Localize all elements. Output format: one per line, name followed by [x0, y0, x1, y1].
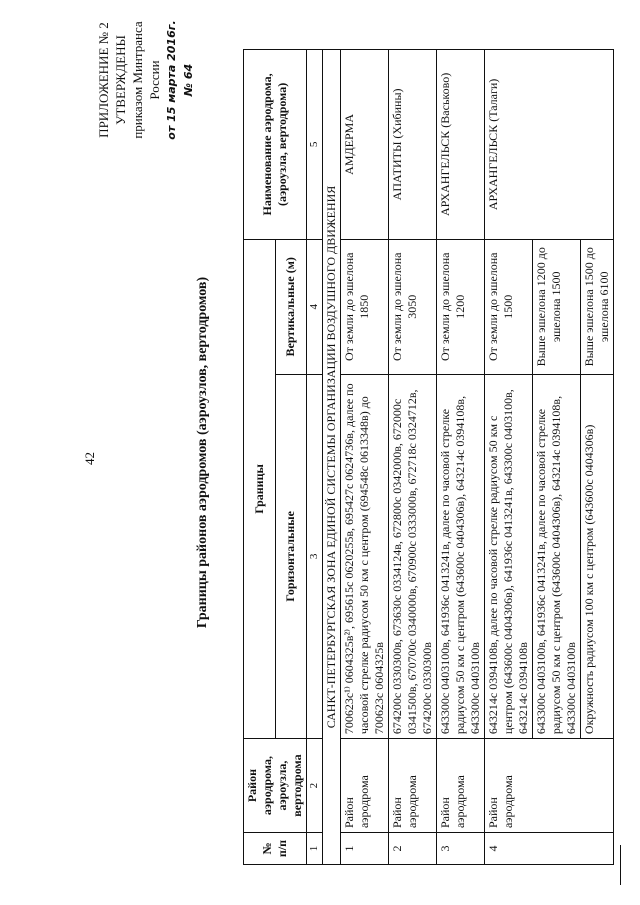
- row-num: 1: [341, 833, 389, 865]
- col-number: 3: [307, 374, 323, 738]
- row-name: АРХАНГЕЛЬСК (Талаги): [485, 50, 614, 240]
- appendix-block: [95, 15, 197, 145]
- header-area: Район аэродрома, аэроузла, вертодрома: [244, 739, 307, 833]
- row-horizontal: 643214с 0394108в, далее по часовой стрелке радиусом 50 км с центром (643600с 0404306в), 641936с 0413241в, 643300с 0403100в, 643214с 0394108в: [485, 374, 533, 738]
- table-row: [485, 50, 533, 865]
- row-vertical: Выше эшелона 1500 до эшелона 6100: [581, 239, 614, 374]
- header-num: № п/п: [244, 833, 307, 865]
- row-vertical: От земли до эшелона 1850: [341, 239, 389, 374]
- page-number: 42: [82, 452, 97, 465]
- row-vertical: От земли до эшелона 3050: [389, 239, 437, 374]
- table-row: [389, 50, 437, 865]
- row-vertical: От земли до эшелона 1200: [437, 239, 485, 374]
- row-area: Район аэродрома: [341, 739, 389, 833]
- col-number: 2: [307, 739, 323, 833]
- col-number: 4: [307, 239, 323, 374]
- row-horizontal: 700623с¹⁾ 0604325в²⁾, 695615с 0620255в, 695427с 0624736в, далее по часовой стрелке радиусом 50 км с центром (694548с 0613348в) до 700623с 0604325в: [341, 374, 389, 738]
- col-number: 5: [307, 50, 323, 240]
- footnote-divider: [620, 845, 621, 885]
- row-name: АПАТИТЫ (Хибины): [389, 50, 437, 240]
- row-area: Район аэродрома: [437, 739, 485, 833]
- column-number-row: [307, 50, 323, 865]
- row-area: Район аэродрома: [389, 739, 437, 833]
- document-title: Границы районов аэродромов (аэроузлов, вертодромов): [195, 276, 210, 629]
- col-number: 1: [307, 833, 323, 865]
- header-bounds: Границы: [244, 239, 276, 738]
- row-num: 2: [389, 833, 437, 865]
- row-num: 3: [437, 833, 485, 865]
- row-horizontal: Окружность радиусом 100 км с центром (643600с 0404306в): [581, 374, 614, 738]
- row-area: Район аэродрома: [485, 739, 614, 833]
- row-vertical: Выше эшелона 1200 до эшелона 1500: [533, 239, 581, 374]
- header-name: Наименование аэродрома, (аэроузла, вертодрома): [244, 50, 307, 240]
- row-horizontal: 643300с 0403100в, 641936с 0413241в, далее по часовой стрелке радиусом 50 км с центром (643600с 0404306в), 643214с 0394108в, 643300с 0403100в: [437, 374, 485, 738]
- boundaries-table: [243, 49, 614, 865]
- table-row: [437, 50, 485, 865]
- appendix-line3: приказом Минтранса России: [130, 21, 162, 139]
- row-name: АМДЕРМА: [341, 50, 389, 240]
- appendix-line1: ПРИЛОЖЕНИЕ № 2: [96, 22, 111, 138]
- row-num: 4: [485, 833, 614, 865]
- zone-row: [323, 50, 341, 865]
- table-row: [341, 50, 389, 865]
- header-vertical: Вертикальные (м): [275, 239, 307, 374]
- row-horizontal: 643300с 0403100в, 641936с 0413241в, далее по часовой стрелке радиусом 50 км с центром (643600с 0404306в), 643214с 0394108в, 643300с 0403100в: [533, 374, 581, 738]
- zone-title: САНКТ-ПЕТЕРБУРГСКАЯ ЗОНА ЕДИНОЙ СИСТЕМЫ ОРГАНИЗАЦИИ ВОЗДУШНОГО ДВИЖЕНИЯ: [323, 50, 341, 865]
- header-horizontal: Горизонтальные: [275, 374, 307, 738]
- row-horizontal: 674200с 0330300в, 673630с 0334124в, 672800с 0342000в, 672000с 0341500в, 670700с 0340000в, 670900с 0333000в, 672718с 0324712в, 674200с 0330300в: [389, 374, 437, 738]
- row-vertical: От земли до эшелона 1500: [485, 239, 533, 374]
- row-name: АРХАНГЕЛЬСК (Васьково): [437, 50, 485, 240]
- appendix-line4: от 15 марта 2016г. № 64: [165, 20, 195, 140]
- appendix-line2: УТВЕРЖДЕНЫ: [113, 35, 128, 125]
- header-row: [244, 50, 276, 865]
